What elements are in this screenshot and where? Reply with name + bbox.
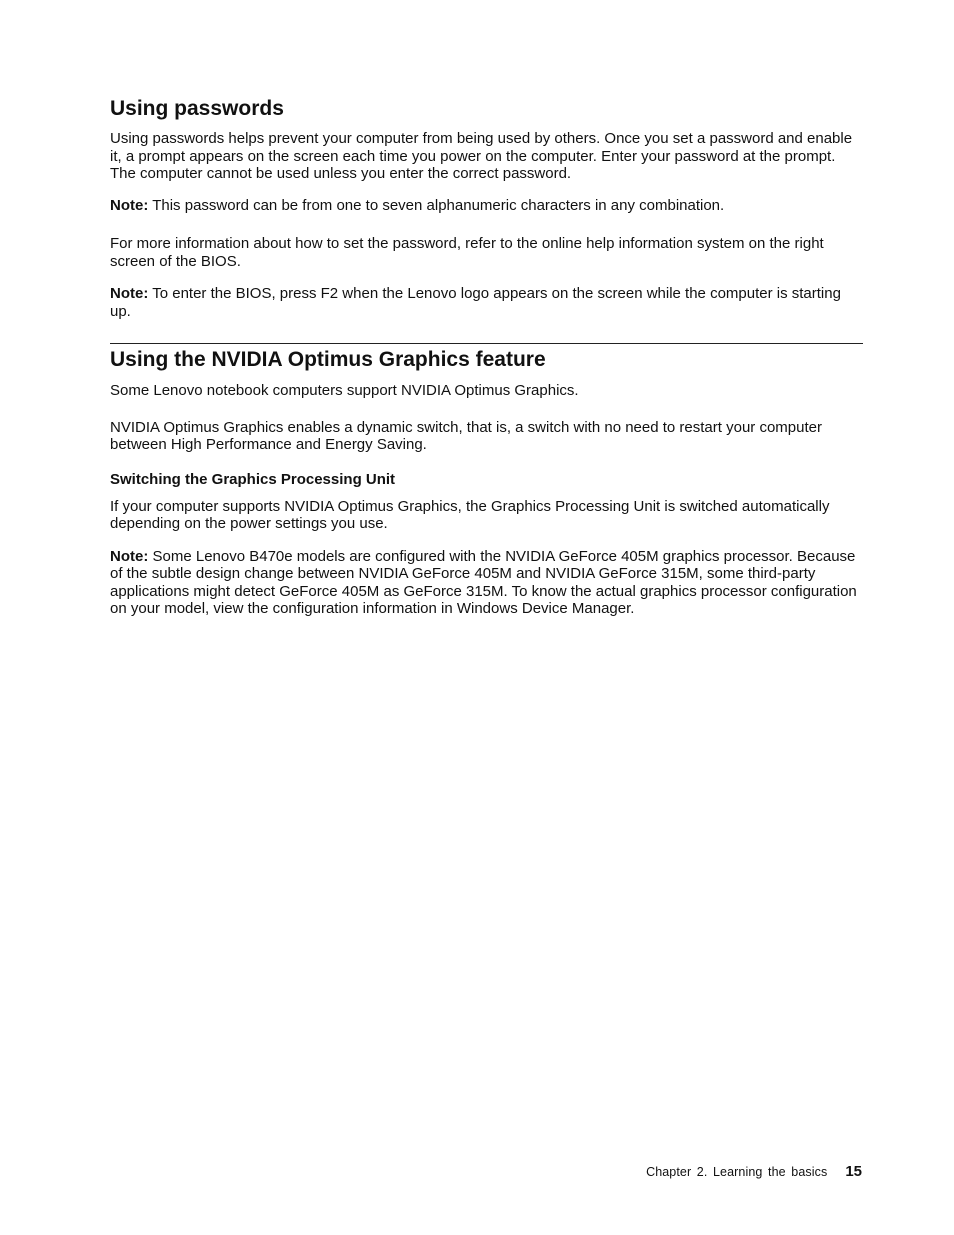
nvidia-support-paragraph: Some Lenovo notebook computers support NVIDIA Optimus Graphics. <box>110 382 579 399</box>
nvidia-note <box>110 548 863 618</box>
passwords-note-2 <box>110 285 863 320</box>
note-text: Some Lenovo B470e models are configured with the NVIDIA GeForce 405M graphics processor. Because of the subtle design change between NVIDIA GeForce 405M and NVIDIA GeForce 315M, some third-party applications might detect GeForce 405M as GeForce 315M. To know the actual graphics processor configuration on your model, view the configuration information in Windows Device Manager. <box>110 547 857 617</box>
note-label: Note: <box>110 547 149 565</box>
page-number: 15 <box>845 1163 862 1180</box>
passwords-intro-paragraph: Using passwords helps prevent your computer from being used by others. Once you set a password and enable it, a prompt appears on the screen each time you power on the computer. Enter your password at the prompt. The computer cannot be used unless you enter the correct password. <box>110 130 853 182</box>
footer-chapter-title: Chapter 2. Learning the basics <box>646 1165 828 1179</box>
note-label: Note: <box>110 285 149 302</box>
page-footer <box>646 1163 862 1180</box>
passwords-note-1 <box>110 197 863 215</box>
section-title-passwords: Using passwords <box>110 97 284 120</box>
nvidia-switch-paragraph: NVIDIA Optimus Graphics enables a dynamic switch, that is, a switch with no need to restart your computer between High Performance and Energy Saving. <box>110 418 822 453</box>
note-text: This password can be from one to seven alphanumeric characters in any combination. <box>148 196 725 214</box>
section-divider <box>110 343 863 344</box>
gpu-switch-paragraph: If your computer supports NVIDIA Optimus Graphics, the Graphics Processing Unit is switched automatically depending on the power settings you use. <box>110 497 830 532</box>
page-content <box>110 96 863 618</box>
subsection-title-switching-gpu: Switching the Graphics Processing Unit <box>110 470 396 488</box>
note-text: To enter the BIOS, press F2 when the Lenovo logo appears on the screen while the computer is starting up. <box>110 285 841 320</box>
note-label: Note: <box>110 196 149 214</box>
section-title-nvidia-optimus: Using the NVIDIA Optimus Graphics feature <box>110 348 546 371</box>
passwords-bios-paragraph: For more information about how to set the password, refer to the online help information system on the right screen of the BIOS. <box>110 235 824 270</box>
